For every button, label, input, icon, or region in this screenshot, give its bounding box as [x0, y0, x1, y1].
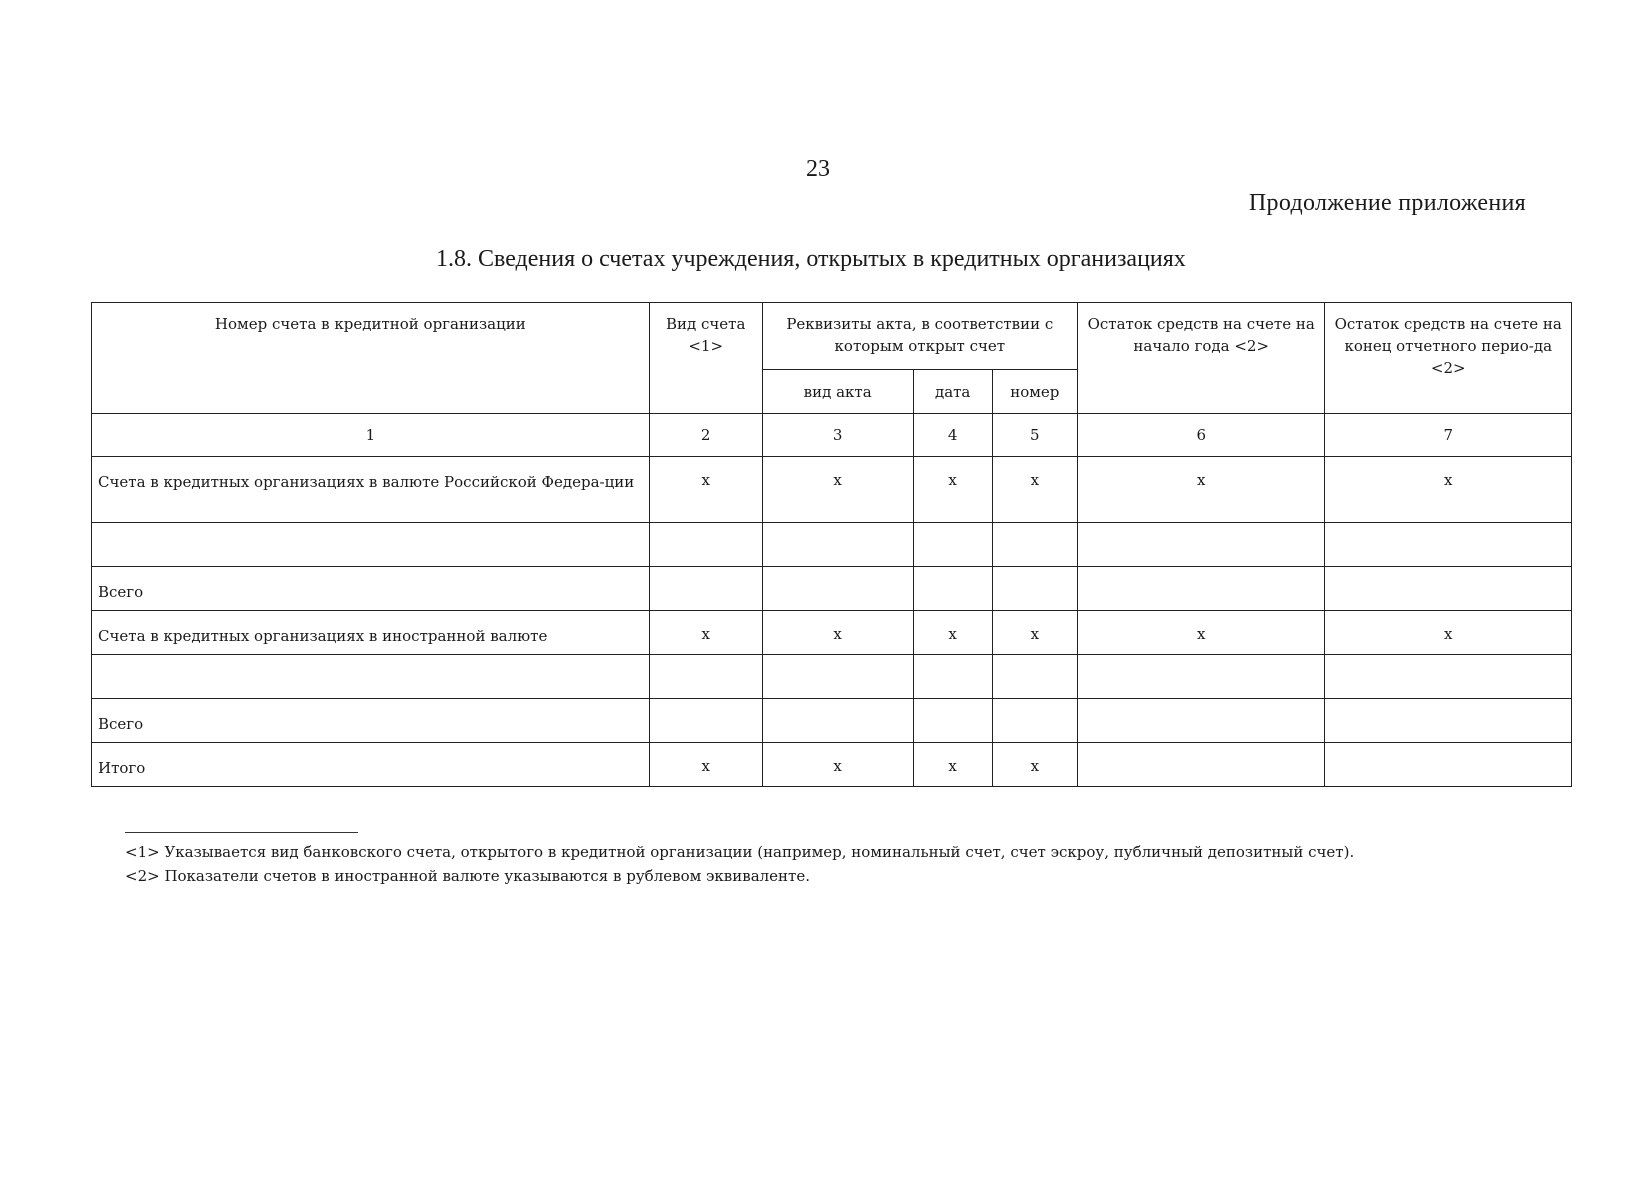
table-cell: [762, 567, 913, 611]
table-cell: [1325, 743, 1572, 787]
column-number: 7: [1325, 414, 1572, 457]
section-title: 1.8. Сведения о счетах учреждения, открытых в кредитных организациях: [436, 246, 1186, 272]
row-label: Счета в кредитных организациях в иностранной валюте: [92, 611, 650, 655]
header-account-number: Номер счета в кредитной организации: [92, 303, 650, 414]
footnote-divider: [125, 832, 358, 833]
column-number: 1: [92, 414, 650, 457]
column-number: 5: [992, 414, 1077, 457]
table-cell: x: [1077, 611, 1325, 655]
table-cell: [762, 523, 913, 567]
page-number: 23: [806, 156, 830, 182]
header-act-number: номер: [992, 370, 1077, 414]
table-cell: x: [1325, 457, 1572, 523]
table-cell: x: [1077, 457, 1325, 523]
table-cell: [649, 655, 762, 699]
table-cell: x: [992, 611, 1077, 655]
table-cell: [1077, 699, 1325, 743]
row-label: Всего: [92, 699, 650, 743]
column-number: 6: [1077, 414, 1325, 457]
table-cell: x: [913, 457, 992, 523]
table-cell: [992, 699, 1077, 743]
column-number: 2: [649, 414, 762, 457]
table-cell: [913, 567, 992, 611]
accounts-table: [91, 302, 1572, 787]
table-cell: [1325, 523, 1572, 567]
header-balance-end: Остаток средств на счете на конец отчетного перио-да <2>: [1325, 303, 1572, 414]
table-cell: x: [762, 457, 913, 523]
table-cell: [1077, 523, 1325, 567]
table-cell: x: [762, 743, 913, 787]
footnote-1: <1> Указывается вид банковского счета, открытого в кредитной организации (например, номинальный счет, счет эскроу, публичный депозитный счет).: [125, 843, 1355, 861]
table-cell: [649, 567, 762, 611]
header-row: [92, 303, 1572, 370]
table-cell: [1325, 699, 1572, 743]
table-cell: [762, 699, 913, 743]
table-cell: [913, 523, 992, 567]
table-cell: [649, 699, 762, 743]
table-cell: [992, 523, 1077, 567]
header-act-type: вид акта: [762, 370, 913, 414]
row-label: [92, 655, 650, 699]
table-cell: [1325, 655, 1572, 699]
table-cell: [913, 699, 992, 743]
table-row: [92, 457, 1572, 523]
row-label: Счета в кредитных организациях в валюте Российской Федера-ции: [92, 457, 650, 523]
table-cell: [1077, 743, 1325, 787]
table-cell: [992, 655, 1077, 699]
table-cell: [913, 655, 992, 699]
table-cell: [992, 567, 1077, 611]
table-cell: [649, 523, 762, 567]
table-cell: x: [913, 743, 992, 787]
header-account-type: Вид счета <1>: [649, 303, 762, 414]
table-row: [92, 699, 1572, 743]
footnote-2: <2> Показатели счетов в иностранной валюте указываются в рублевом эквиваленте.: [125, 867, 810, 885]
table-cell: [1077, 567, 1325, 611]
table-row: [92, 611, 1572, 655]
column-number: 4: [913, 414, 992, 457]
table-row: [92, 523, 1572, 567]
row-label: Итого: [92, 743, 650, 787]
table-cell: [1325, 567, 1572, 611]
continuation-note: Продолжение приложения: [1248, 190, 1526, 216]
header-balance-start: Остаток средств на счете на начало года <2>: [1077, 303, 1325, 414]
table-cell: [1077, 655, 1325, 699]
table-row: [92, 743, 1572, 787]
row-label: [92, 523, 650, 567]
table-cell: x: [992, 457, 1077, 523]
header-act-details: Реквизиты акта, в соответствии с которым открыт счет: [762, 303, 1077, 370]
table-cell: [762, 655, 913, 699]
table-cell: x: [1325, 611, 1572, 655]
table-row: [92, 655, 1572, 699]
table-cell: x: [913, 611, 992, 655]
column-numbers-row: [92, 414, 1572, 457]
row-label: Всего: [92, 567, 650, 611]
table-row: [92, 567, 1572, 611]
table-cell: x: [762, 611, 913, 655]
header-act-date: дата: [913, 370, 992, 414]
table-cell: x: [649, 611, 762, 655]
table-cell: x: [992, 743, 1077, 787]
table-cell: x: [649, 743, 762, 787]
table-cell: x: [649, 457, 762, 523]
column-number: 3: [762, 414, 913, 457]
